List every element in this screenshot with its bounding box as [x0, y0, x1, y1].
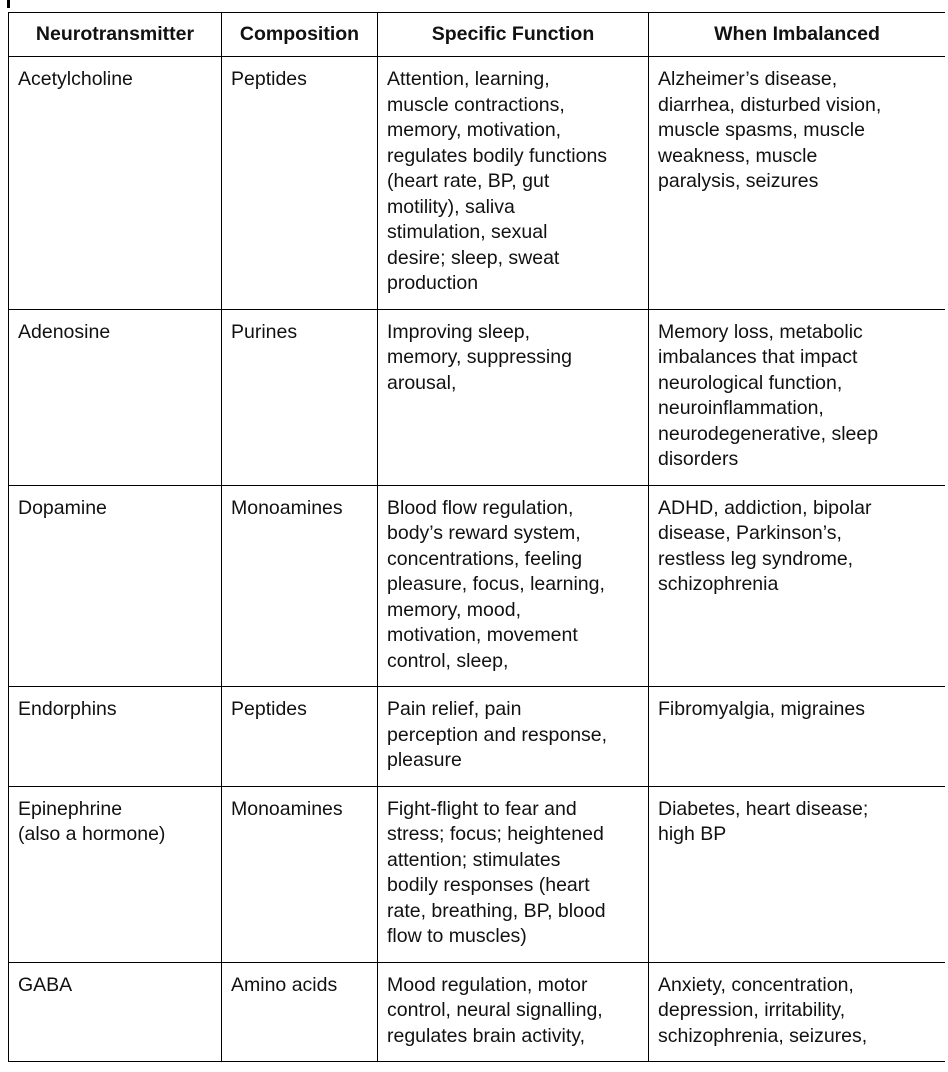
cell-text-line: Memory loss, metabolic [658, 320, 863, 343]
cell-text-line: pleasure [387, 749, 462, 771]
imbalanced-cell-content [649, 310, 945, 485]
cell-text-line: muscle contractions, [387, 93, 565, 116]
cell-text-line: Pain relief, pain [387, 698, 522, 720]
cell-text-line: Anxiety, concentration, [658, 973, 854, 996]
cell-text-line: flow to muscles) [387, 925, 527, 947]
composition-cell [222, 786, 378, 962]
header-composition: Composition [222, 13, 378, 57]
cell-text-line: ADHD, addiction, bipolar [658, 496, 872, 519]
cell-text-line: stimulation, sexual [387, 221, 548, 243]
function-cell-content [378, 963, 648, 1062]
neurotransmitter-cell [9, 687, 222, 787]
neurotransmitter-cell [9, 786, 222, 962]
function-cell [378, 962, 649, 1062]
composition-cell [222, 485, 378, 687]
table-container [8, 12, 945, 1072]
cell-text-line: Endorphins [18, 698, 117, 720]
cell-text-line: neurological function, [658, 371, 843, 394]
cell-text-line: rate, breathing, BP, blood [387, 899, 606, 922]
table-row [9, 962, 946, 1062]
composition-cell-content [222, 687, 377, 735]
cell-text-line: Dopamine [18, 496, 107, 519]
cell-text-line: attention; stimulates [387, 848, 561, 871]
cell-text-line: motility), saliva [387, 195, 515, 218]
imbalanced-cell [649, 786, 946, 962]
neurotransmitter-cell-content [9, 486, 221, 534]
cell-text-line: Purines [231, 320, 298, 343]
cell-text-line: Peptides [231, 698, 307, 720]
cell-text-line: disease, Parkinson’s, [658, 522, 842, 544]
cell-text-line: regulates brain activity, [387, 1024, 585, 1047]
function-cell [378, 687, 649, 787]
composition-cell-content [222, 963, 377, 1011]
table-row [9, 786, 946, 962]
cell-text-line: concentrations, feeling [387, 547, 583, 570]
cell-text-line: schizophrenia, seizures, [658, 1024, 868, 1047]
cell-text-line: Monoamines [231, 797, 343, 820]
cell-text-line: regulates bodily functions [387, 144, 608, 167]
cell-text-line: memory, mood, [387, 598, 522, 621]
cell-text-line: restless leg syndrome, [658, 547, 854, 570]
function-cell-content [378, 687, 648, 786]
cell-text-line: muscle spasms, muscle [658, 119, 865, 141]
cell-text-line: memory, motivation, [387, 119, 562, 141]
cell-text-line: production [387, 272, 479, 294]
cell-text-line: (heart rate, BP, gut [387, 170, 550, 192]
cell-text-line: control, sleep, [387, 649, 509, 672]
cell-text-line: Attention, learning, [387, 68, 550, 90]
neurotransmitter-cell-content [9, 57, 221, 105]
composition-cell [222, 57, 378, 310]
cell-text-line: bodily responses (heart [387, 874, 590, 896]
cursor-marker [7, 0, 10, 8]
function-cell-content [378, 787, 648, 962]
cell-text-line: paralysis, seizures [658, 170, 819, 192]
cell-text-line: Diabetes, heart disease; [658, 797, 869, 820]
neurotransmitter-cell-content [9, 787, 221, 860]
cell-text-line: body’s reward system, [387, 522, 581, 544]
cell-text-line: (also a hormone) [18, 823, 166, 845]
cell-text-line: perception and response, [387, 723, 608, 746]
cell-text-line: Alzheimer’s disease, [658, 68, 838, 90]
cell-text-line: weakness, muscle [658, 144, 818, 167]
function-cell-content [378, 310, 648, 409]
imbalanced-cell-content [649, 963, 945, 1062]
cell-text-line: memory, suppressing [387, 346, 572, 368]
cell-text-line: control, neural signalling, [387, 999, 603, 1021]
cell-text-line: GABA [18, 973, 73, 996]
composition-cell-content [222, 57, 377, 105]
neurotransmitter-cell [9, 962, 222, 1062]
cell-text-line: Amino acids [231, 973, 338, 996]
neurotransmitter-cell-content [9, 963, 221, 1011]
cell-text-line: Acetylcholine [18, 68, 133, 90]
cell-text-line: desire; sleep, sweat [387, 246, 560, 269]
imbalanced-cell [649, 687, 946, 787]
imbalanced-cell-content [649, 787, 945, 860]
neurotransmitter-cell-content [9, 310, 221, 358]
composition-cell-content [222, 486, 377, 534]
imbalanced-cell-content [649, 486, 945, 610]
function-cell [378, 786, 649, 962]
function-cell-content [378, 57, 648, 309]
composition-cell-content [222, 787, 377, 835]
cell-text-line: Peptides [231, 68, 307, 90]
cell-text-line: Blood flow regulation, [387, 496, 574, 519]
cell-text-line: stress; focus; heightened [387, 823, 604, 845]
imbalanced-cell [649, 962, 946, 1062]
function-cell [378, 485, 649, 687]
cell-text-line: Adenosine [18, 320, 111, 343]
cell-text-line: Improving sleep, [387, 320, 531, 343]
imbalanced-cell-content [649, 57, 945, 207]
composition-cell [222, 687, 378, 787]
header-specific-function: Specific Function [378, 13, 649, 57]
header-row [9, 13, 946, 57]
cell-text-line: diarrhea, disturbed vision, [658, 93, 882, 116]
function-cell [378, 57, 649, 310]
composition-cell-content [222, 310, 377, 358]
cell-text-line: imbalances that impact [658, 346, 858, 368]
header-neurotransmitter: Neurotransmitter [9, 13, 222, 57]
neurotransmitter-cell-content [9, 687, 221, 735]
function-cell [378, 309, 649, 485]
cell-text-line: neuroinflammation, [658, 397, 824, 419]
cell-text-line: Epinephrine [18, 797, 123, 820]
table-row [9, 687, 946, 787]
neurotransmitter-cell [9, 485, 222, 687]
composition-cell [222, 962, 378, 1062]
cell-text-line: Monoamines [231, 496, 343, 519]
cell-text-line: Mood regulation, motor [387, 973, 588, 996]
table-row [9, 57, 946, 310]
imbalanced-cell [649, 485, 946, 687]
imbalanced-cell-content [649, 687, 945, 735]
cell-text-line: disorders [658, 448, 739, 470]
function-cell-content [378, 486, 648, 687]
header-when-imbalanced: When Imbalanced [649, 13, 946, 57]
neurotransmitter-cell [9, 57, 222, 310]
cell-text-line: depression, irritability, [658, 999, 846, 1021]
composition-cell [222, 309, 378, 485]
cell-text-line: neurodegenerative, sleep [658, 422, 879, 445]
table-row [9, 485, 946, 687]
table-row [9, 309, 946, 485]
cell-text-line: motivation, movement [387, 624, 578, 646]
cell-text-line: Fibromyalgia, migraines [658, 698, 865, 720]
cell-text-line: high BP [658, 823, 727, 845]
neurotransmitter-table [8, 12, 945, 1062]
cell-text-line: arousal, [387, 371, 457, 394]
neurotransmitter-cell [9, 309, 222, 485]
imbalanced-cell [649, 309, 946, 485]
imbalanced-cell [649, 57, 946, 310]
cell-text-line: schizophrenia [658, 573, 779, 595]
cell-text-line: Fight-flight to fear and [387, 797, 577, 820]
cell-text-line: pleasure, focus, learning, [387, 573, 605, 595]
